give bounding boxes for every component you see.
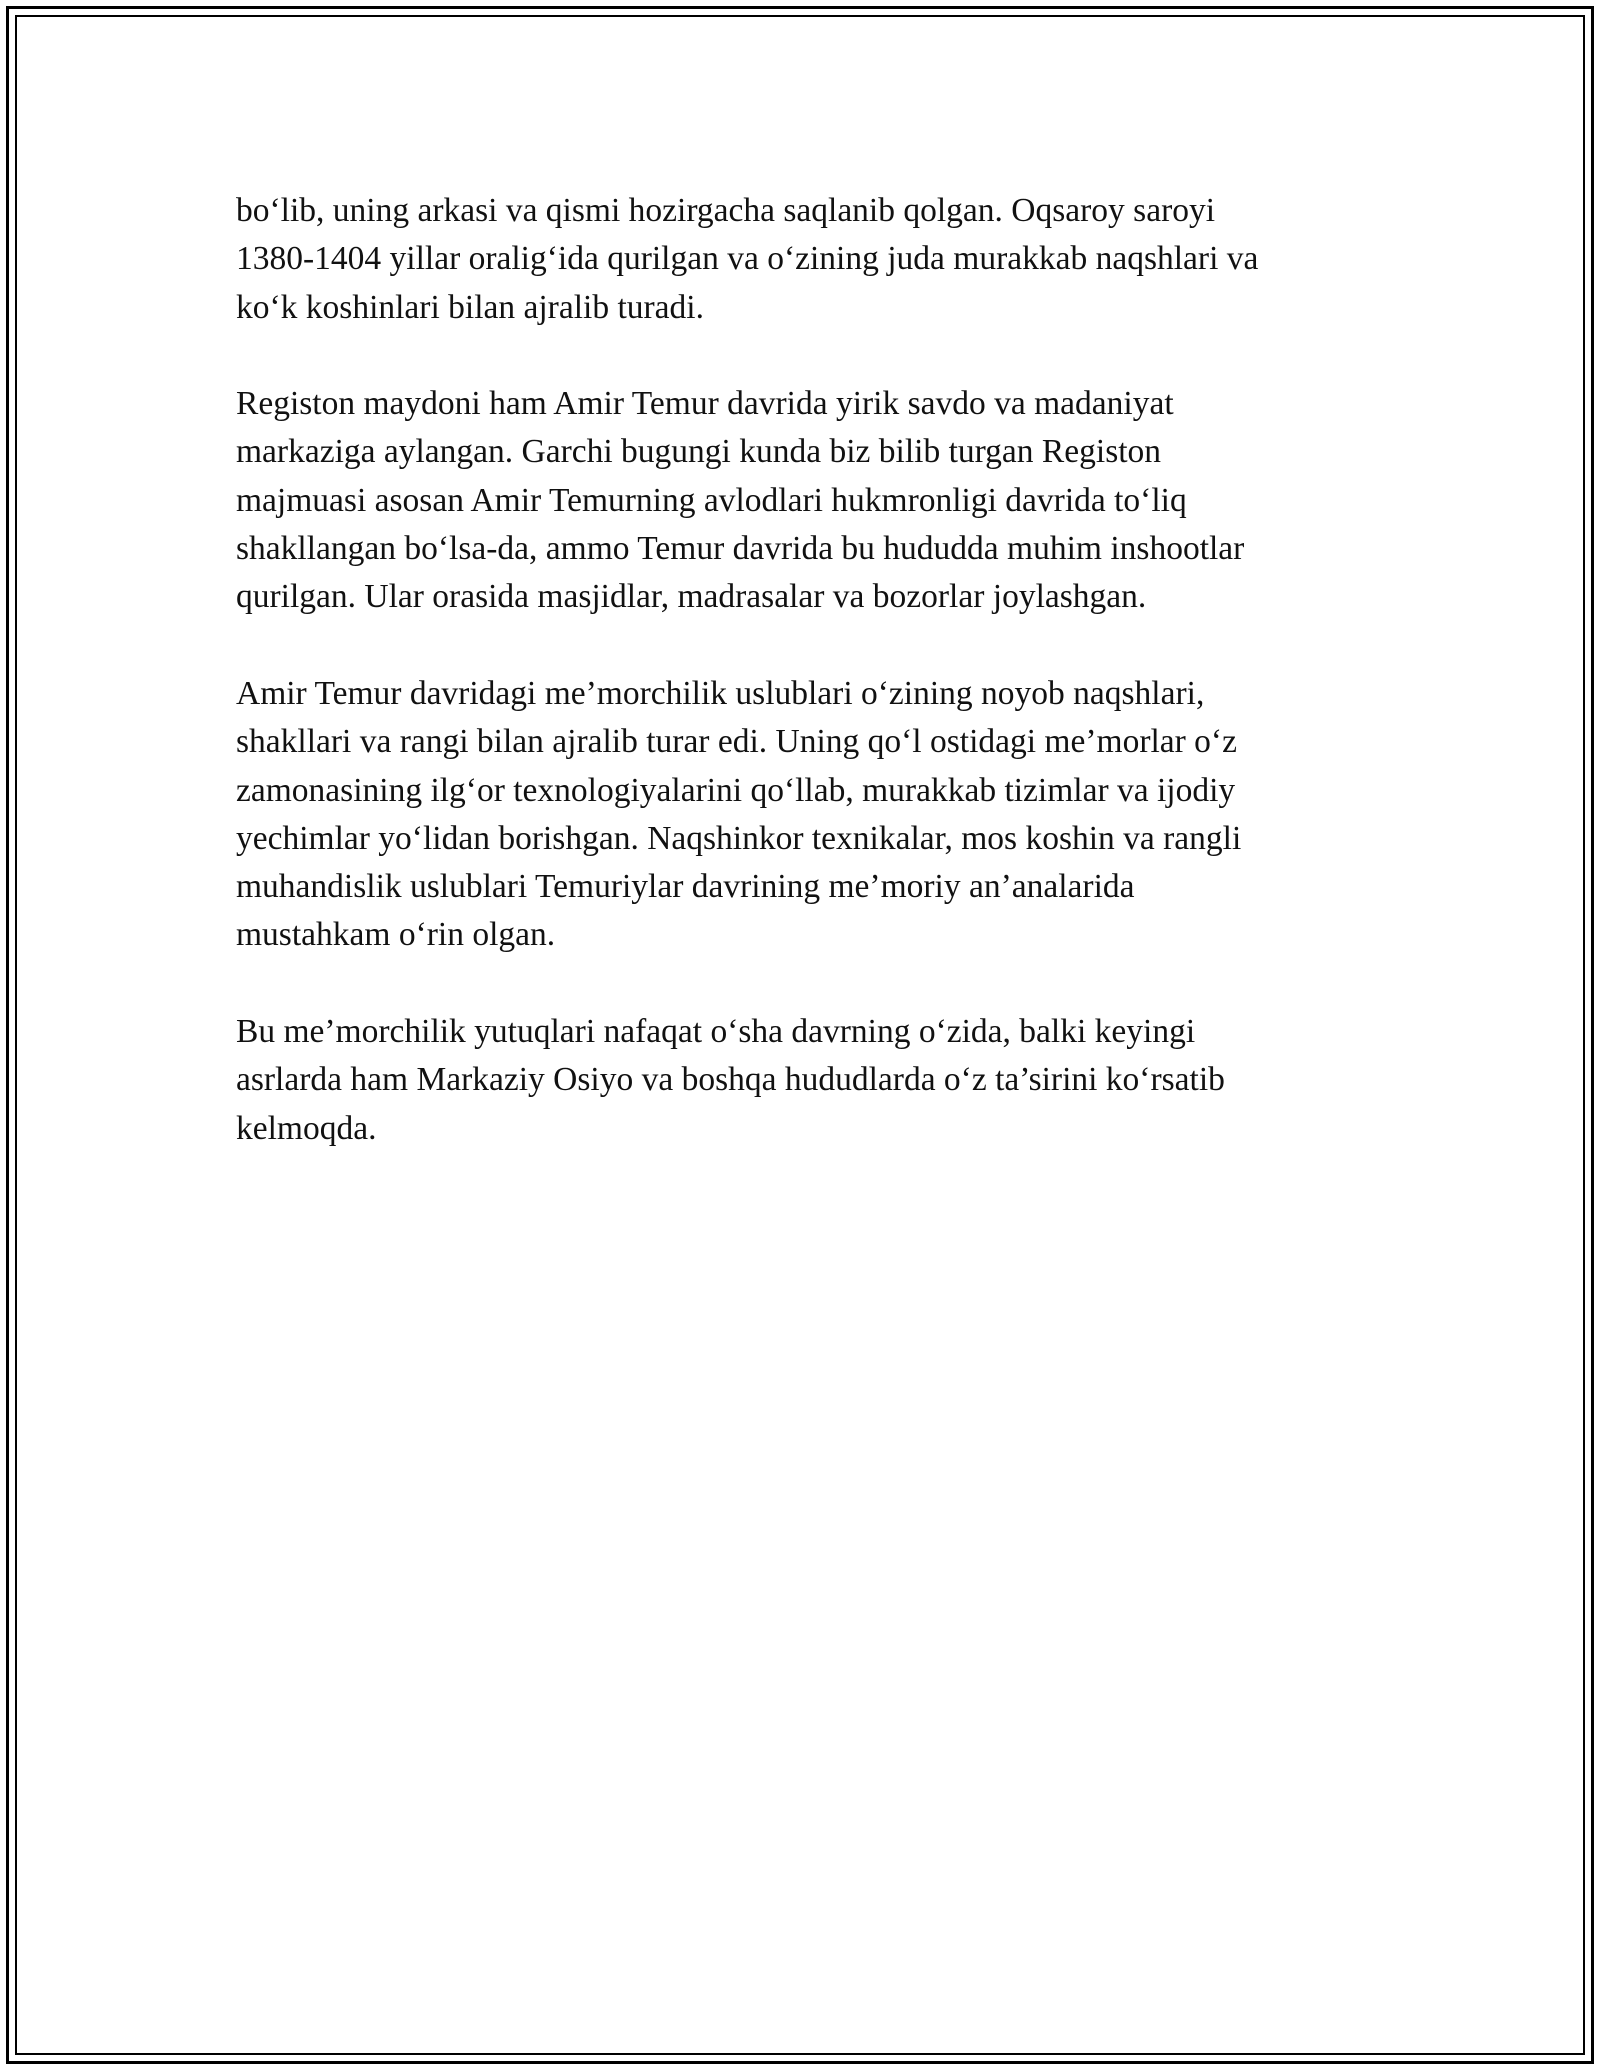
- document-body: [236, 187, 1386, 1201]
- paragraph-architecture-styles: Amir Temur davridagi me’morchilik uslublari o‘zining noyob naqshlari, shakllari va rangi bilan ajralib turar edi. Uning qo‘l ostidagi me’morlar o‘z zamonasining ilg‘or texnologiyalarini qo‘llab, murakkab tizimlar va ijodiy yechimlar yo‘lidan borishgan. Naqshinkor texnikalar, mos koshin va rangli muhandislik uslublari Temuriylar davrining me’moriy an’analarida mustahkam o‘rin olgan.: [236, 674, 1242, 954]
- paragraph-oqsaroy: bo‘lib, uning arkasi va qismi hozirgacha saqlanib qolgan. Oqsaroy saroyi 1380-1404 yillar oralig‘ida qurilgan va o‘zining juda murakkab naqshlari va ko‘k koshinlari bilan ajralib turadi.: [236, 192, 1259, 326]
- paragraph-registon: Registon maydoni ham Amir Temur davrida yirik savdo va madaniyat markaziga aylangan. Garchi bugungi kunda biz bilib turgan Registon majmuasi asosan Amir Temurning avlodlari hukmronligi davrida to‘liq shakllangan bo‘lsa-da, ammo Temur davrida bu hududda muhim inshootlar qurilgan. Ular orasida masjidlar, madrasalar va bozorlar joylashgan.: [236, 385, 1245, 616]
- paragraph-legacy: Bu me’morchilik yutuqlari nafaqat o‘sha davrning o‘zida, balki keyingi asrlarda ham Markaziy Osiyo va boshqa hududlarda o‘z ta’sirini ko‘rsatib kelmoqda.: [236, 1013, 1225, 1147]
